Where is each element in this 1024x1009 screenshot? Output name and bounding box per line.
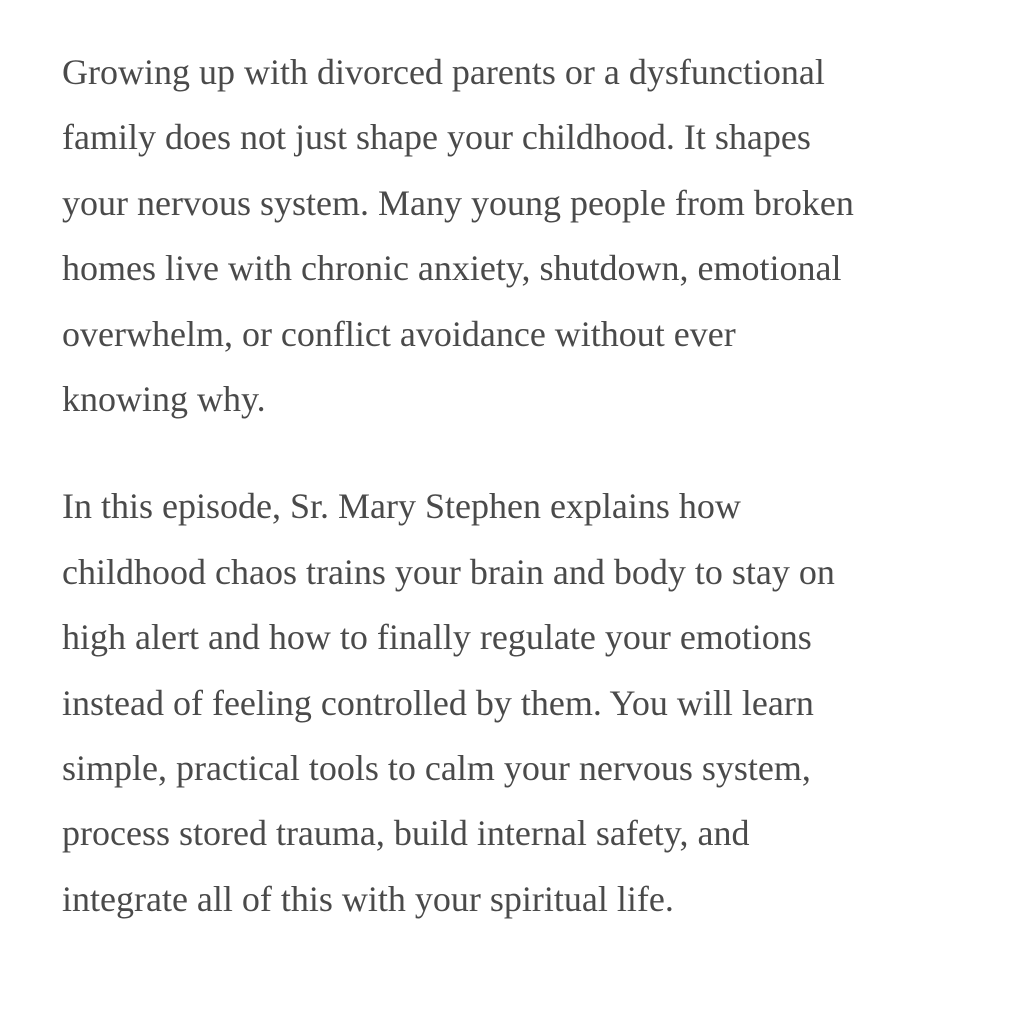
paragraph-episode-summary [62,474,962,932]
paragraph-line: knowing why. [62,379,266,420]
paragraph-intro [62,40,962,432]
article-body [62,40,962,932]
paragraph-line: overwhelm, or conflict avoidance without ever [62,313,736,354]
paragraph-line: process stored trauma, build internal safety, and [62,813,750,854]
paragraph-line: instead of feeling controlled by them. You will learn [62,682,814,723]
paragraph-line: high alert and how to finally regulate your emotions [62,617,812,658]
paragraph-line: your nervous system. Many young people from broken [62,182,854,223]
paragraph-line: family does not just shape your childhood. It shapes [62,117,811,158]
paragraph-line: integrate all of this with your spiritual life. [62,878,674,919]
paragraph-line: simple, practical tools to calm your nervous system, [62,748,811,789]
paragraph-line: In this episode, Sr. Mary Stephen explains how [62,486,741,527]
paragraph-line: homes live with chronic anxiety, shutdown, emotional [62,248,842,289]
paragraph-line: Growing up with divorced parents or a dysfunctional [62,52,825,92]
paragraph-line: childhood chaos trains your brain and body to stay on [62,551,835,592]
